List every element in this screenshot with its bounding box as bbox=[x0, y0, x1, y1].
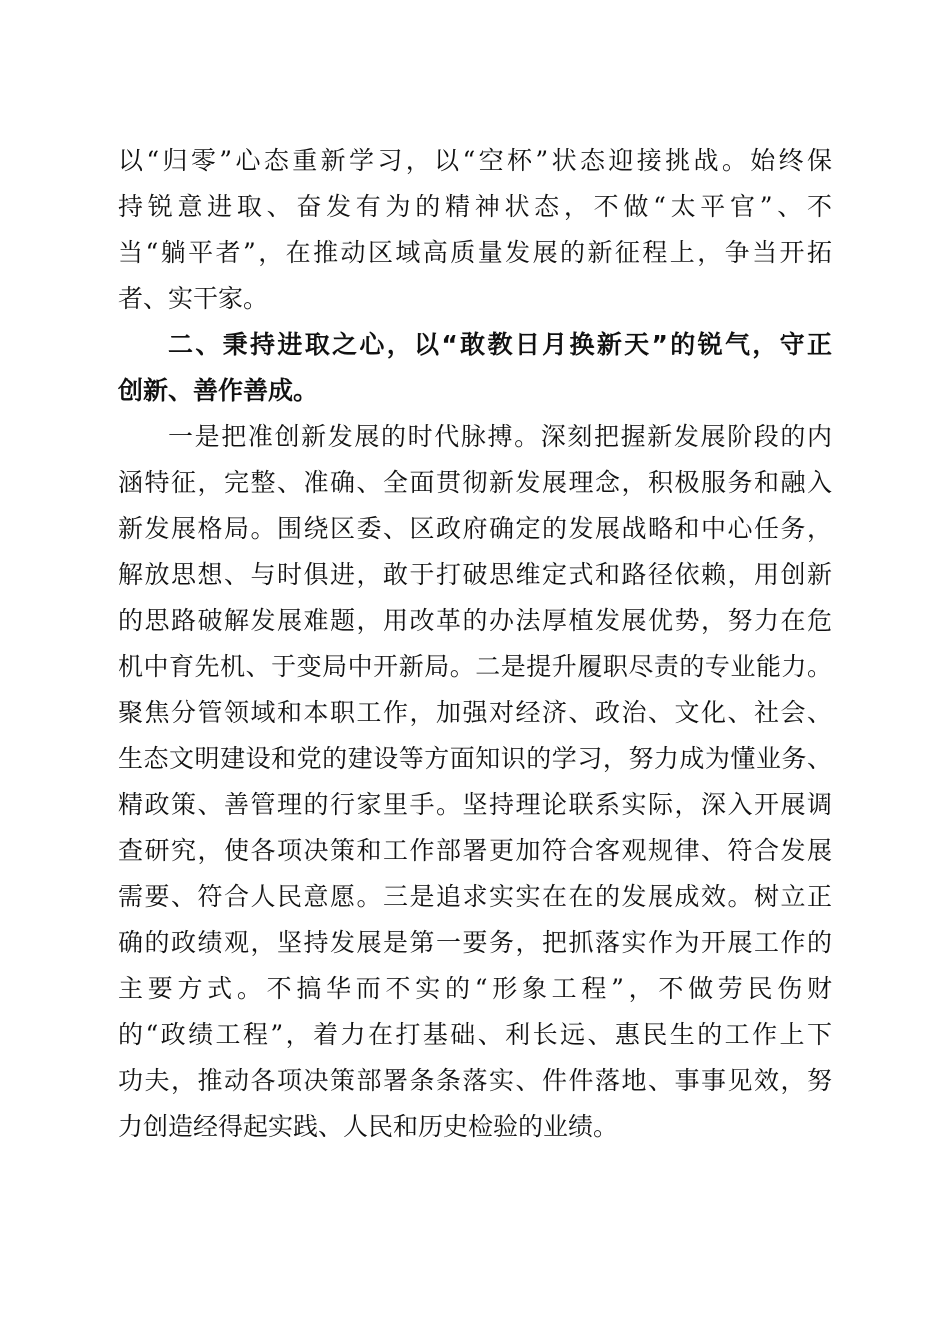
text-line: 聚焦分管领域和本职工作，加强对经济、政治、文化、社会、 bbox=[118, 698, 832, 727]
text-line: 机中育先机、于变局中开新局。二是提升履职尽责的专业能力。 bbox=[118, 652, 832, 681]
text-line: 查研究，使各项决策和工作部署更加符合客观规律、符合发展 bbox=[118, 836, 832, 865]
text-line: 解放思想、与时俱进，敢于打破思维定式和路径依赖，用创新 bbox=[118, 560, 832, 589]
text-line: 以“归零”心态重新学习，以“空杯”状态迎接挑战。始终保 bbox=[118, 146, 832, 175]
text-line: 新发展格局。围绕区委、区政府确定的发展战略和中心任务， bbox=[118, 514, 832, 543]
text-line: 主要方式。不搞华而不实的“形象工程”，不做劳民伤财 bbox=[118, 974, 832, 1003]
section-heading-line: 创新、善作善成。 bbox=[118, 376, 319, 405]
text-line: 功夫，推动各项决策部署条条落实、件件落地、事事见效，努 bbox=[118, 1066, 832, 1095]
text-line: 精政策、善管理的行家里手。坚持理论联系实际，深入开展调 bbox=[118, 790, 832, 819]
text-line: 者、实干家。 bbox=[118, 284, 269, 313]
text-line: 生态文明建设和党的建设等方面知识的学习，努力成为懂业务、 bbox=[118, 744, 832, 773]
text-line: 当“躺平者”，在推动区域高质量发展的新征程上，争当开拓 bbox=[118, 238, 832, 267]
text-line: 一是把准创新发展的时代脉搏。深刻把握新发展阶段的内 bbox=[168, 422, 832, 451]
text-line: 的思路破解发展难题，用改革的办法厚植发展优势，努力在危 bbox=[118, 606, 832, 635]
text-line: 需要、符合人民意愿。三是追求实实在在的发展成效。树立正 bbox=[118, 882, 832, 911]
text-line: 的“政绩工程”，着力在打基础、利长远、惠民生的工作上下 bbox=[118, 1020, 832, 1049]
text-line: 确的政绩观，坚持发展是第一要务，把抓落实作为开展工作的 bbox=[118, 928, 832, 957]
text-line: 持锐意进取、奋发有为的精神状态，不做“太平官”、不 bbox=[118, 192, 832, 221]
text-line: 涵特征，完整、准确、全面贯彻新发展理念，积极服务和融入 bbox=[118, 468, 832, 497]
section-heading-line: 二、秉持进取之心，以“敢教日月换新天”的锐气，守正 bbox=[168, 330, 832, 359]
text-line: 力创造经得起实践、人民和历史检验的业绩。 bbox=[118, 1112, 619, 1141]
